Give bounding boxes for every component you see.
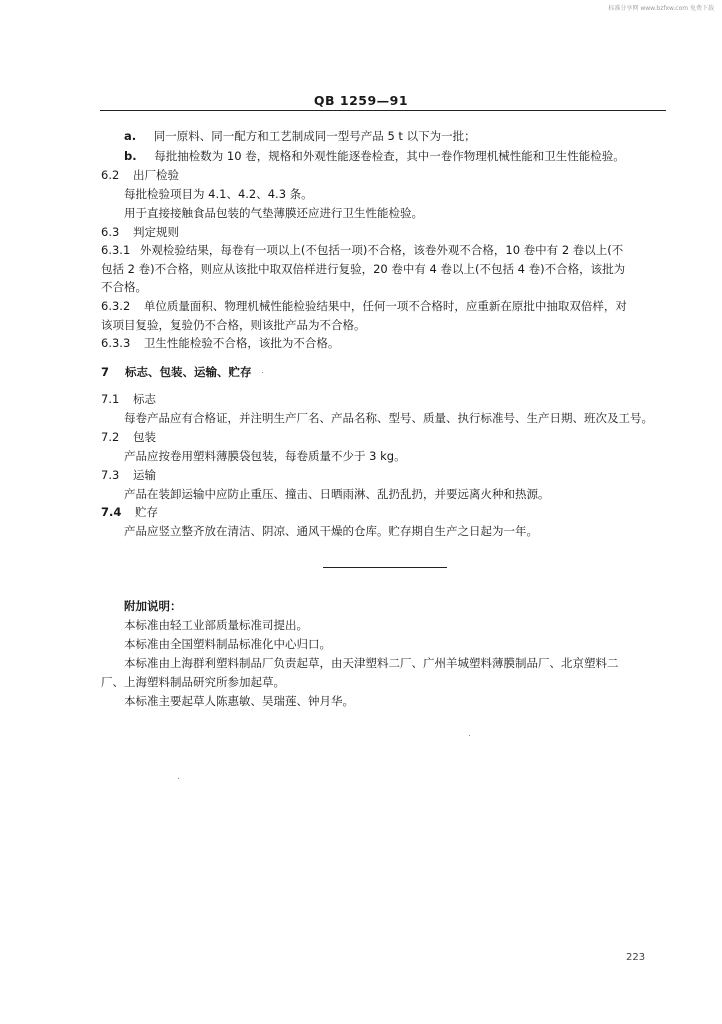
section-7-2-number: 7.2 [101,430,120,444]
section-6-2-heading [101,167,179,183]
section-6-3-2-number: 6.3.2 [101,299,131,313]
item-b-label: b. [124,149,137,163]
section-6-3-2-line2: 该项目复验，复验仍不合格，则该批产品为不合格。 [101,318,366,332]
notes-line-2: 本标准由全国塑料制品标准化中心归口。 [124,637,331,651]
item-b [124,148,625,164]
notes-title: 附加说明： [124,599,182,613]
end-of-text-rule [323,567,447,568]
section-7-2-title: 包装 [132,430,156,444]
item-a-label: a. [124,129,137,143]
section-7-3-heading [101,467,156,483]
notes-line-3b: 厂、上海塑料制品研究所参加起草。 [101,675,285,689]
item-b-text: 每批抽检数为 10 卷，规格和外观性能逐卷检查，其中一卷作物理机械性能和卫生性能检验。 [154,149,625,163]
section-6-2-number: 6.2 [101,168,120,182]
scan-speck [178,778,179,779]
section-6-3-title: 判定规则 [132,225,179,239]
scan-speck [469,735,470,736]
section-7-1-title: 标志 [132,392,156,406]
standard-code-header: QB 1259—91 [313,93,409,108]
section-6-3-3-number: 6.3.3 [101,336,131,350]
section-6-2-title: 出厂检验 [132,168,179,182]
section-6-3-1-line1 [101,242,623,258]
notes-line-1: 本标准由轻工业部质量标准司提出。 [124,618,308,632]
section-7-number: 7 [101,365,110,379]
section-7-4-heading [101,504,158,520]
section-6-2-line1: 每批检验项目为 4.1、4.2、4.3 条。 [124,187,313,201]
section-7-1-number: 7.1 [101,392,120,406]
section-6-3-1-number: 6.3.1 [101,243,131,257]
section-7-3-title: 运输 [132,468,156,482]
section-6-3-1-text: 外观检验结果，每卷有一项以上(不包括一项)不合格，该卷外观不合格，10 卷中有 2 卷以上(不 [139,243,624,257]
item-a [124,128,476,144]
section-7-1-text: 每卷产品应有合格证，并注明生产厂名、产品名称、型号、质量、执行标准号、生产日期、班次及工号。 [124,411,653,425]
section-6-3-heading [101,224,179,240]
section-7-2-heading [101,429,156,445]
watermark-text: 标准分享网 www.bzfxw.com 免费下载 [608,5,714,12]
item-a-text: 同一原料、同一配方和工艺制成同一型号产品 5 t 以下为一批； [153,129,476,143]
section-7-1-heading [101,391,156,407]
section-6-3-2-line1 [101,298,627,314]
page-number: 223 [626,952,646,963]
section-6-2-line2: 用于直接接触食品包装的气垫薄膜还应进行卫生性能检验。 [124,206,423,220]
section-7-4-text: 产品应竖立整齐放在清洁、阴凉、通风干燥的仓库。贮存期自生产之日起为一年。 [124,524,538,538]
section-7-4-number: 7.4 [101,505,122,519]
section-6-3-number: 6.3 [101,225,120,239]
header-divider [100,110,666,111]
section-7-3-number: 7.3 [101,468,120,482]
section-7-4-title: 贮存 [135,505,159,519]
scan-speck [262,372,263,373]
section-7-heading [101,364,252,380]
section-6-3-3-text: 卫生性能检验不合格，该批为不合格。 [143,336,340,350]
notes-line-3a: 本标准由上海群利塑料制品厂负责起草，由天津塑料二厂、广州羊城塑料薄膜制品厂、北京塑料二 [124,656,619,670]
section-6-3-2-text: 单位质量面积、物理机械性能检验结果中，任何一项不合格时，应重新在原批中抽取双倍样，对 [143,299,627,313]
section-6-3-3 [101,335,339,351]
section-6-3-1-line3: 不合格。 [101,280,147,294]
section-7-3-text: 产品在装卸运输中应防止重压、撞击、日晒雨淋、乱扔乱扔，并要远离火种和热源。 [124,487,550,501]
section-7-title: 标志、包装、运输、贮存 [125,365,252,379]
section-6-3-1-line2: 包括 2 卷)不合格，则应从该批中取双倍样进行复验，20 卷中有 4 卷以上(不包括 4 卷)不合格，该批为 [101,262,626,276]
notes-line-4: 本标准主要起草人陈惠敏、吴瑞莲、钟月华。 [124,694,354,708]
section-7-2-text: 产品应按卷用塑料薄膜袋包装，每卷质量不少于 3 kg。 [124,449,406,463]
